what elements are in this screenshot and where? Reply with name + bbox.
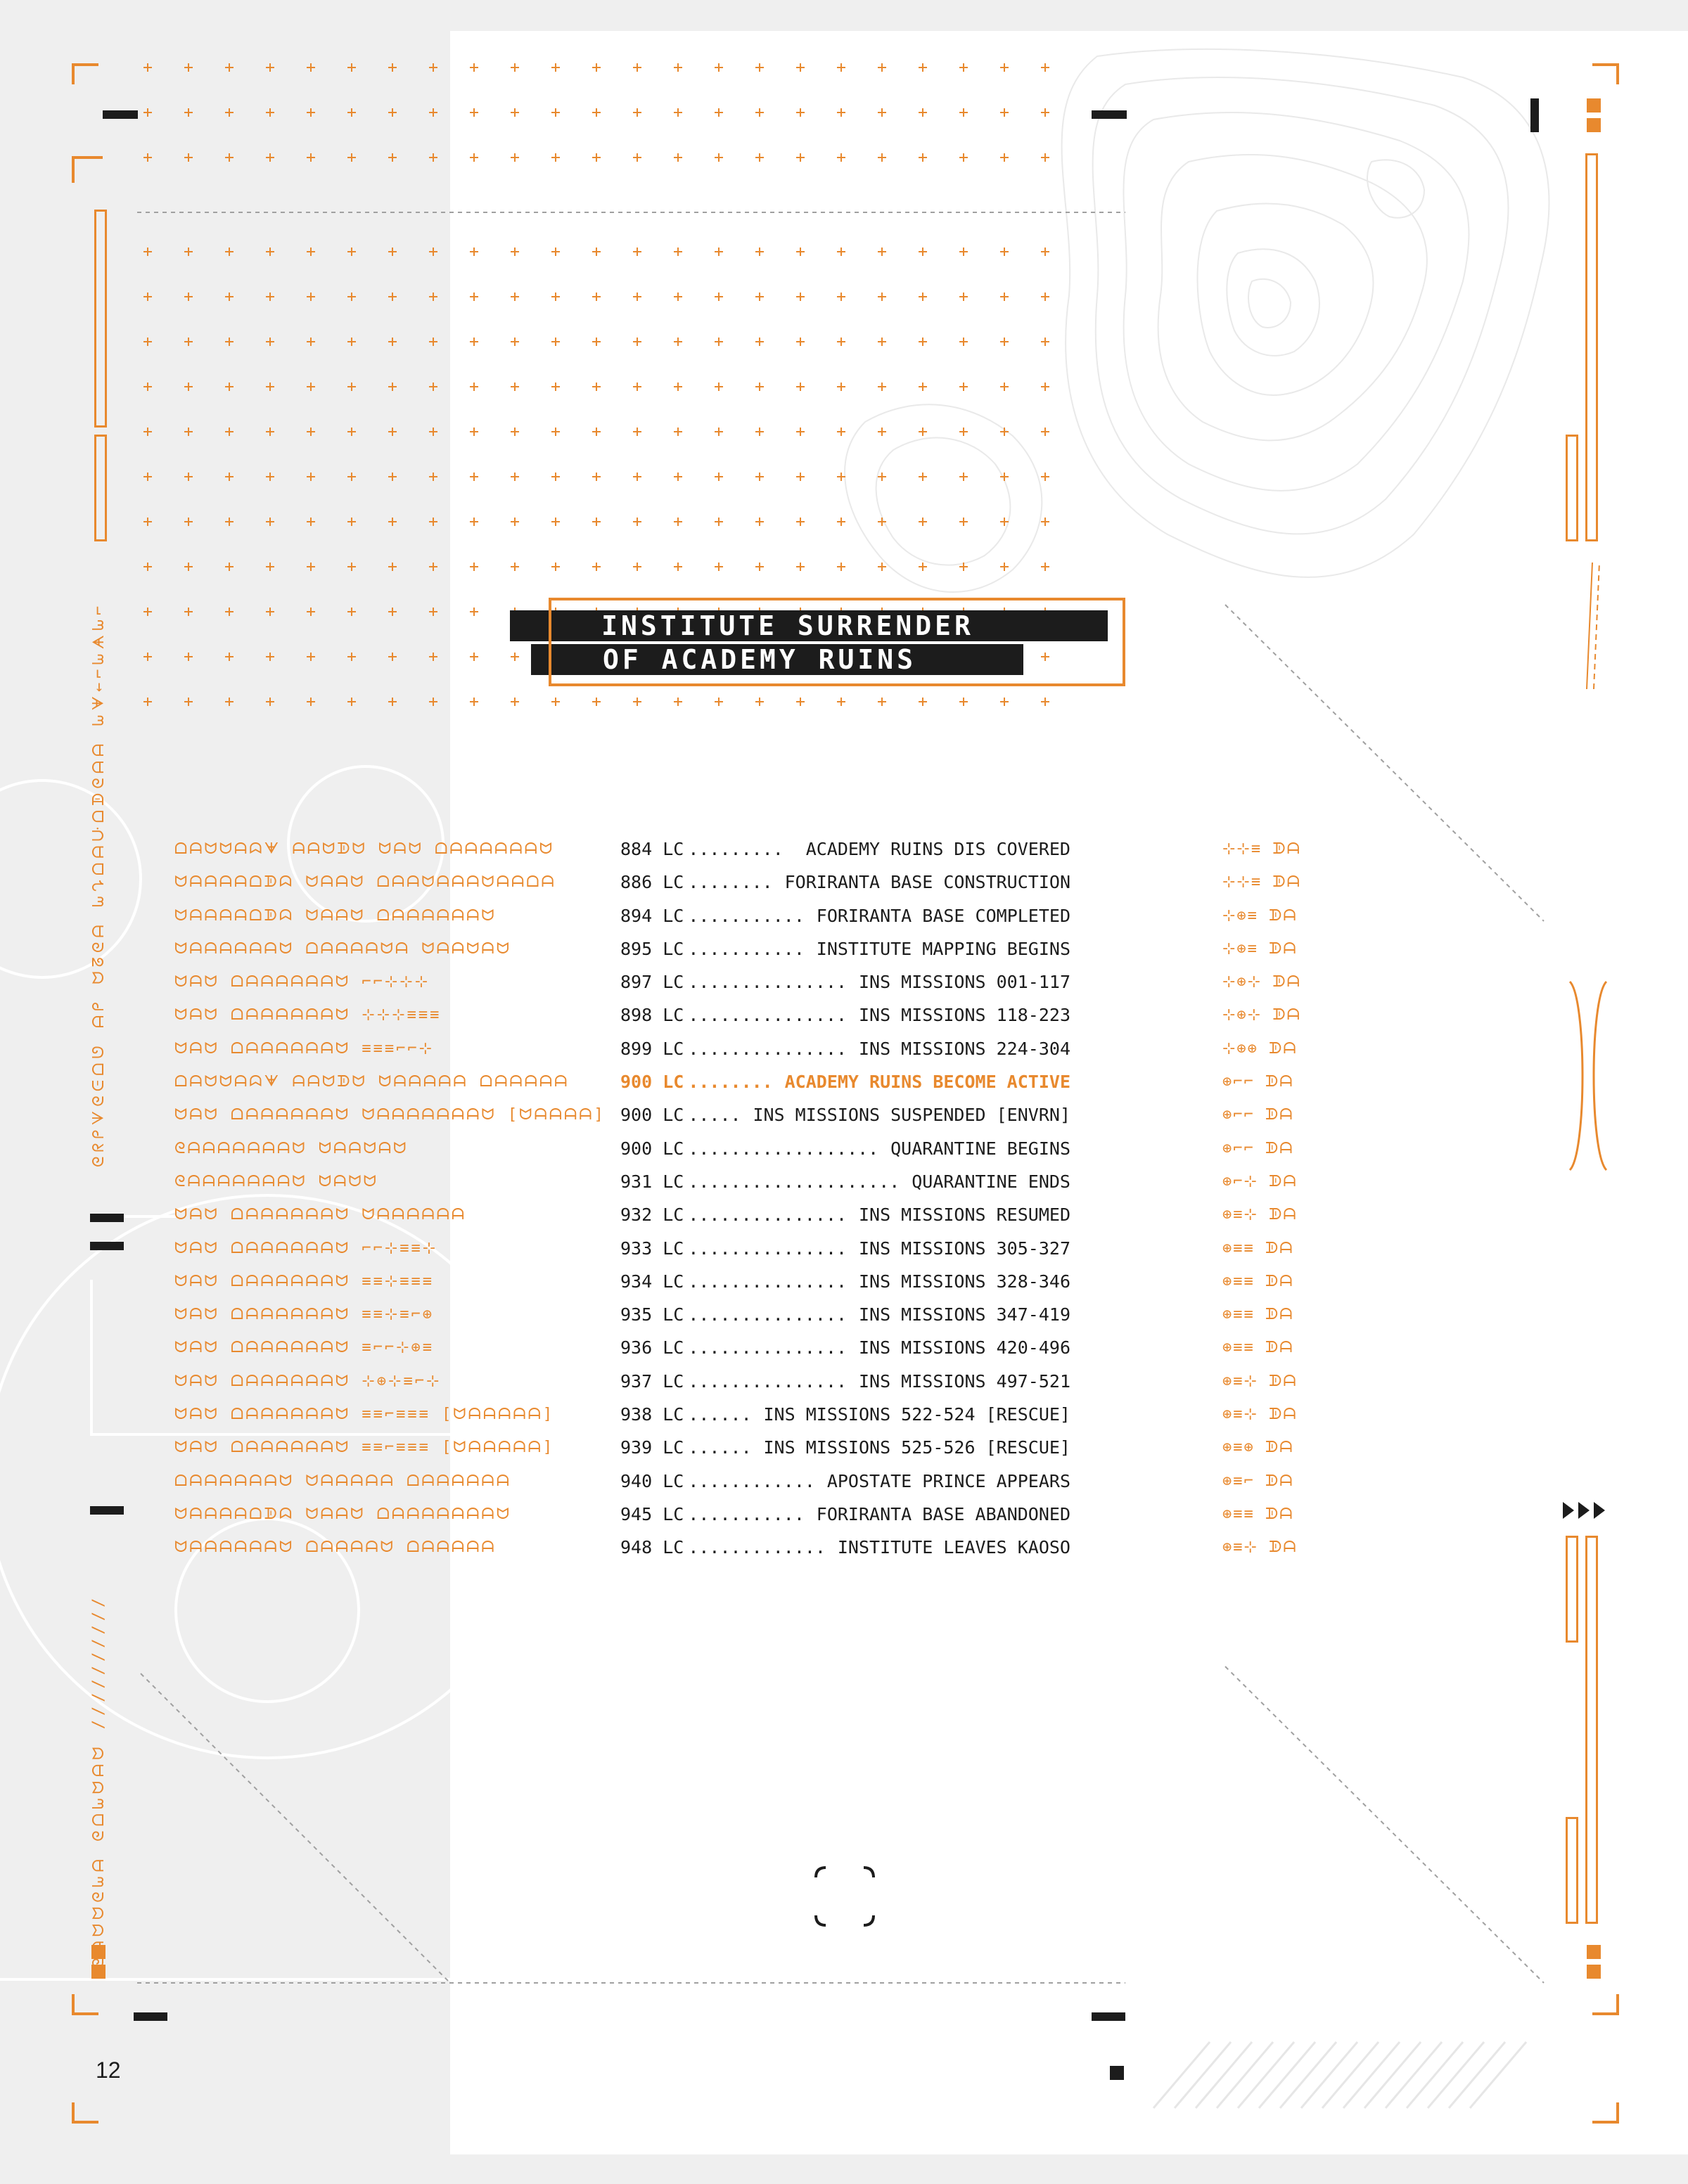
dash-mark <box>90 1506 124 1515</box>
glyph-label: ᗢᗩᗢ ᗝᗩᗩᗩᗩᗩᗩᗢ ≡≡⊹≡⌐⊕ <box>174 1306 435 1324</box>
timeline-row <box>620 1065 1070 1098</box>
glyph-label: ᘓᗩᗩᗩᗩᗩᗩᗩᗢ ᗢᗩᗢᗢ <box>174 1172 378 1190</box>
glyph-label: ᗢᗩᗢ ᗝᗩᗩᗩᗩᗩᗩᗢ ⌐⌐⊹≡≡⊹ <box>174 1239 438 1257</box>
timeline-event: FORIRANTA BASE COMPLETED <box>816 905 1070 926</box>
timeline-leader: ............... <box>688 1370 848 1392</box>
glyph-label: ᗢᗩᗩᗩᗩᗝᗫᗣ ᗢᗩᗩᗢ ᗝᗩᗩᗩᗩᗩᗩᗩᗢ <box>174 1505 511 1523</box>
dash-mark <box>90 1242 124 1250</box>
timeline-leader: ............... <box>688 972 848 993</box>
dash-mark <box>1092 2012 1125 2021</box>
orange-bar-outline <box>94 210 107 428</box>
code-label: ⊕≡⊕ ᗫᗩ <box>1222 1439 1294 1457</box>
code-label: ⊹⊕⊹ ᗫᗩ <box>1222 1006 1301 1024</box>
timeline-event: INS MISSIONS 347-419 <box>858 1304 1070 1325</box>
timeline-leader: ..... <box>688 1105 741 1126</box>
timeline-row <box>620 1198 1070 1231</box>
timeline-year: 936 LC <box>620 1337 684 1358</box>
corner-bracket-icon <box>72 63 98 84</box>
glyph-label-list <box>174 833 610 1565</box>
timeline-leader: ........ <box>688 872 773 893</box>
timeline-row <box>620 1531 1070 1564</box>
orange-bar-outline <box>1585 1536 1598 1924</box>
dash-mark <box>1092 110 1127 119</box>
glyph-label: ᗝᗩᗢᗢᗩᗣᗖ ᗩᗩᗢᗫᗢ ᗢᗩᗩᗩᗩᗩ ᗝᗩᗩᗩᗩᗩ <box>174 1073 570 1091</box>
timeline-year: 934 LC <box>620 1271 684 1292</box>
timeline-row <box>620 1098 1070 1131</box>
title-block <box>506 598 1125 689</box>
square-mark <box>1110 2066 1124 2080</box>
timeline-event: INS MISSIONS 118-223 <box>858 1005 1070 1026</box>
orange-bar-outline <box>1566 1817 1578 1924</box>
timeline-event: ACADEMY RUINS BECOME ACTIVE <box>784 1072 1070 1093</box>
timeline-year: 900 LC <box>620 1138 684 1159</box>
code-label: ⊕⌐⌐ ᗫᗩ <box>1222 1139 1294 1157</box>
orange-square-mark <box>1587 1945 1601 1959</box>
timeline-year: 932 LC <box>620 1205 684 1226</box>
orange-bar-outline <box>1566 1536 1578 1643</box>
code-label: ⊹⊹≡ ᗫᗩ <box>1222 873 1301 892</box>
orange-square-mark <box>1587 118 1601 132</box>
orange-square-mark <box>1587 1965 1601 1979</box>
triple-arrow-icon <box>1563 1502 1605 1519</box>
corner-bracket-icon <box>72 2102 98 2124</box>
glyph-label: ᗢᗩᗩᗩᗩᗝᗫᗣ ᗢᗩᗩᗢ ᗝᗩᗩᗩᗩᗩᗩᗢ <box>174 906 497 925</box>
timeline-event: QUARANTINE ENDS <box>912 1171 1070 1192</box>
orange-bar-outline <box>94 435 107 541</box>
timeline-leader: ........ <box>688 1072 773 1093</box>
timeline-leader: ...... <box>688 1437 752 1458</box>
glyph-label: ᗢᗩᗢ ᗝᗩᗩᗩᗩᗩᗩᗢ ≡≡⌐≡≡≡ [ᗢᗩᗩᗩᗩᗩ] <box>174 1406 555 1424</box>
code-label: ⊕≡≡ ᗫᗩ <box>1222 1505 1294 1523</box>
code-label: ⊕≡≡ ᗫᗩ <box>1222 1272 1294 1290</box>
glyph-label: ᗢᗩᗢ ᗝᗩᗩᗩᗩᗩᗩᗢ ≡≡≡⌐⌐⊹ <box>174 1039 435 1058</box>
side-label-upper: ᘓᖇᑭᗐᘓᕮᗝᘎ ᗩᑭ ᗢᘔᘓᗩ ᘈᖊᗝᗩᑘᗝᗫᘓᗩᗩ ᘈᗖ←⌐ᘈᗗᘈ⌐ <box>90 601 108 1167</box>
orange-square-mark <box>1587 98 1601 113</box>
timeline-row <box>620 1365 1070 1398</box>
timeline-event: APOSTATE PRINCE APPEARS <box>826 1470 1070 1491</box>
timeline-leader: ............... <box>688 1038 848 1059</box>
dash-mark <box>103 110 138 119</box>
code-label: ⊹⊹≡ ᗫᗩ <box>1222 840 1301 858</box>
timeline-leader: ............. <box>688 1537 826 1558</box>
title-line-1: INSTITUTE SURRENDER <box>601 610 974 641</box>
dash-mark <box>134 2012 167 2021</box>
timeline-row <box>620 1165 1070 1198</box>
timeline-row <box>620 899 1070 932</box>
timeline-event: INS MISSIONS 420-496 <box>858 1337 1070 1358</box>
timeline-row <box>620 965 1070 998</box>
timeline-leader: ............... <box>688 1005 848 1026</box>
timeline-year: 900 LC <box>620 1072 684 1093</box>
code-label: ⊕≡⊹ ᗫᗩ <box>1222 1206 1298 1224</box>
paren-brackets-icon <box>1570 982 1606 1170</box>
timeline-event: INS MISSIONS 522-524 [RESCUE] <box>763 1404 1070 1425</box>
glyph-label: ᗝᗩᗩᗩᗩᗩᗩᗢ ᗢᗩᗩᗩᗩᗩ ᗝᗩᗩᗩᗩᗩᗩ <box>174 1472 511 1490</box>
timeline-event: INS MISSIONS 224-304 <box>858 1038 1070 1059</box>
page-number: 12 <box>96 2057 121 2083</box>
hatch-pattern <box>1153 2042 1526 2108</box>
orange-bar-outline <box>1566 435 1578 541</box>
timeline-year: 899 LC <box>620 1038 684 1059</box>
code-label: ⊹⊕≡ ᗫᗩ <box>1222 939 1298 958</box>
timeline-year: 945 LC <box>620 1503 684 1524</box>
timeline-row <box>620 1298 1070 1331</box>
glyph-label: ᗢᗩᗢ ᗝᗩᗩᗩᗩᗩᗩᗢ ⊹⊹⊹≡≡≡ <box>174 1006 442 1024</box>
timeline-year: 886 LC <box>620 872 684 893</box>
glyph-label: ᗢᗩᗢ ᗝᗩᗩᗩᗩᗩᗩᗢ ᗢᗩᗩᗩᗩᗩᗩ <box>174 1206 467 1224</box>
timeline-row <box>620 1032 1070 1065</box>
timeline-row <box>620 1331 1070 1364</box>
code-list <box>1222 833 1307 1565</box>
dash-mark <box>1530 98 1539 132</box>
glyph-label: ᗢᗩᗢ ᗝᗩᗩᗩᗩᗩᗩᗢ ⊹⊕⊹≡⌐⊹ <box>174 1372 442 1390</box>
timeline-year: 884 LC <box>620 839 684 859</box>
timeline-event: QUARANTINE BEGINS <box>890 1138 1070 1159</box>
code-label: ⊕≡⌐ ᗫᗩ <box>1222 1472 1294 1490</box>
timeline-year: 900 LC <box>620 1105 684 1126</box>
corner-bracket-icon <box>1592 1994 1619 2015</box>
timeline-event: ACADEMY RUINS DIS COVERED <box>805 839 1070 859</box>
timeline-leader: ......... <box>688 839 784 859</box>
timeline-year: 948 LC <box>620 1537 684 1558</box>
glyph-label: ᗢᗩᗢ ᗝᗩᗩᗩᗩᗩᗩᗢ ᗢᗩᗩᗩᗩᗩᗩᗩᗢ [ᗢᗩᗩᗩᗩ] <box>174 1106 606 1124</box>
timeline-event: FORIRANTA BASE CONSTRUCTION <box>784 872 1070 893</box>
timeline-event: INS MISSIONS RESUMED <box>858 1205 1070 1226</box>
glyph-label: ᗢᗩᗩᗩᗩᗝᗫᗣ ᗢᗩᗩᗢ ᗝᗩᗩᗢᗩᗩᗩᗢᗩᗩᗝᗩ <box>174 873 556 892</box>
orange-bar-outline <box>1585 153 1598 541</box>
timeline-event: INS MISSIONS 328-346 <box>858 1271 1070 1292</box>
timeline-leader: ...... <box>688 1404 752 1425</box>
timeline-row <box>620 1265 1070 1298</box>
corner-bracket-icon <box>72 156 103 183</box>
code-label: ⊹⊕⊹ ᗫᗩ <box>1222 973 1301 991</box>
code-label: ⊕≡≡ ᗫᗩ <box>1222 1306 1294 1324</box>
timeline-year: 940 LC <box>620 1470 684 1491</box>
timeline-leader: ............... <box>688 1337 848 1358</box>
timeline-leader: ............... <box>688 1238 848 1259</box>
timeline-year: 938 LC <box>620 1404 684 1425</box>
timeline-list <box>620 833 1070 1565</box>
timeline-row <box>620 1465 1070 1498</box>
timeline-year: 895 LC <box>620 938 684 959</box>
timeline-row <box>620 1232 1070 1265</box>
orange-hatch-marks <box>1587 563 1599 689</box>
dash-mark <box>90 1214 124 1222</box>
timeline-year: 937 LC <box>620 1370 684 1392</box>
glyph-label: ᗢᗩᗢ ᗝᗩᗩᗩᗩᗩᗩᗢ ≡≡⊹≡≡≡ <box>174 1272 435 1290</box>
timeline-year: 933 LC <box>620 1238 684 1259</box>
code-label: ⊹⊕≡ ᗫᗩ <box>1222 906 1298 925</box>
code-label: ⊕⌐⊹ ᗫᗩ <box>1222 1172 1298 1190</box>
timeline-event: INS MISSIONS 001-117 <box>858 972 1070 993</box>
timeline-leader: ............... <box>688 1304 848 1325</box>
code-label: ⊕≡⊹ ᗫᗩ <box>1222 1539 1298 1557</box>
code-label: ⊹⊕⊕ ᗫᗩ <box>1222 1039 1298 1058</box>
timeline-row <box>620 1132 1070 1165</box>
timeline-event: INS MISSIONS 497-521 <box>858 1370 1070 1392</box>
timeline-year: 894 LC <box>620 905 684 926</box>
timeline-leader: ............... <box>688 1205 848 1226</box>
timeline-leader: ............... <box>688 1271 848 1292</box>
focus-frame-icon <box>816 1868 874 1925</box>
glyph-label: ᗢᗩᗢ ᗝᗩᗩᗩᗩᗩᗩᗢ ⌐⌐⊹⊹⊹ <box>174 973 430 991</box>
glyph-label: ᗢᗩᗢ ᗝᗩᗩᗩᗩᗩᗩᗢ ≡⌐⌐⊹⊕≡ <box>174 1339 435 1357</box>
timeline-row <box>620 866 1070 899</box>
timeline-row <box>620 1498 1070 1531</box>
timeline-year: 897 LC <box>620 972 684 993</box>
code-label: ⊕≡≡ ᗫᗩ <box>1222 1339 1294 1357</box>
timeline-event: FORIRANTA BASE ABANDONED <box>816 1503 1070 1524</box>
timeline-event: INSTITUTE LEAVES KAOSO <box>837 1537 1070 1558</box>
glyph-label: ᗝᗩᗢᗢᗩᗣᗖ ᗩᗩᗢᗫᗢ ᗢᗩᗢ ᗝᗩᗩᗩᗩᗩᗩᗢ <box>174 840 555 858</box>
code-label: ⊕⌐⌐ ᗫᗩ <box>1222 1073 1294 1091</box>
corner-bracket-icon <box>72 1994 98 2015</box>
corner-bracket-icon <box>1592 63 1619 84</box>
title-line-2: OF ACADEMY RUINS <box>602 644 917 675</box>
timeline-year: 898 LC <box>620 1005 684 1026</box>
timeline-row <box>620 932 1070 965</box>
timeline-leader: ........... <box>688 938 805 959</box>
timeline-row <box>620 998 1070 1032</box>
timeline-leader: ........... <box>688 905 805 926</box>
timeline-leader: .................. <box>688 1138 879 1159</box>
timeline-row <box>620 833 1070 866</box>
timeline-event: INS MISSIONS 305-327 <box>858 1238 1070 1259</box>
timeline-event: INS MISSIONS 525-526 [RESCUE] <box>763 1437 1070 1458</box>
code-label: ⊕≡⊹ ᗫᗩ <box>1222 1372 1298 1390</box>
timeline-row <box>620 1398 1070 1431</box>
timeline-event: INS MISSIONS SUSPENDED [ENVRN] <box>753 1105 1070 1126</box>
code-label: ⊕≡⊹ ᗫᗩ <box>1222 1406 1298 1424</box>
timeline-event: INSTITUTE MAPPING BEGINS <box>816 938 1070 959</box>
side-label-lower: ᘓᗩᗢᗢᘓᘈᗩ ᘓᗝᘈᗢᗩᗢ ////////// <box>90 1593 108 1969</box>
corner-bracket-icon <box>1592 2102 1619 2124</box>
glyph-label: ᗢᗩᗩᗩᗩᗩᗩᗢ ᗝᗩᗩᗩᗩᗢᗩ ᗢᗩᗩᗢᗩᗢ <box>174 939 511 958</box>
code-label: ⊕⌐⌐ ᗫᗩ <box>1222 1106 1294 1124</box>
timeline-year: 935 LC <box>620 1304 684 1325</box>
glyph-label: ᗢᗩᗢ ᗝᗩᗩᗩᗩᗩᗩᗢ ≡≡⌐≡≡≡ [ᗢᗩᗩᗩᗩᗩ] <box>174 1439 555 1457</box>
timeline-row <box>620 1431 1070 1464</box>
timeline-leader: ............ <box>688 1470 815 1491</box>
timeline-leader: .................... <box>688 1171 900 1192</box>
timeline-year: 939 LC <box>620 1437 684 1458</box>
glyph-label: ᗢᗩᗩᗩᗩᗩᗩᗢ ᗝᗩᗩᗩᗩᗢ ᗝᗩᗩᗩᗩᗩ <box>174 1539 497 1557</box>
timeline-leader: ........... <box>688 1503 805 1524</box>
timeline-year: 931 LC <box>620 1171 684 1192</box>
code-label: ⊕≡≡ ᗫᗩ <box>1222 1239 1294 1257</box>
glyph-label: ᘓᗩᗩᗩᗩᗩᗩᗩᗢ ᗢᗩᗩᗢᗩᗢ <box>174 1139 409 1157</box>
